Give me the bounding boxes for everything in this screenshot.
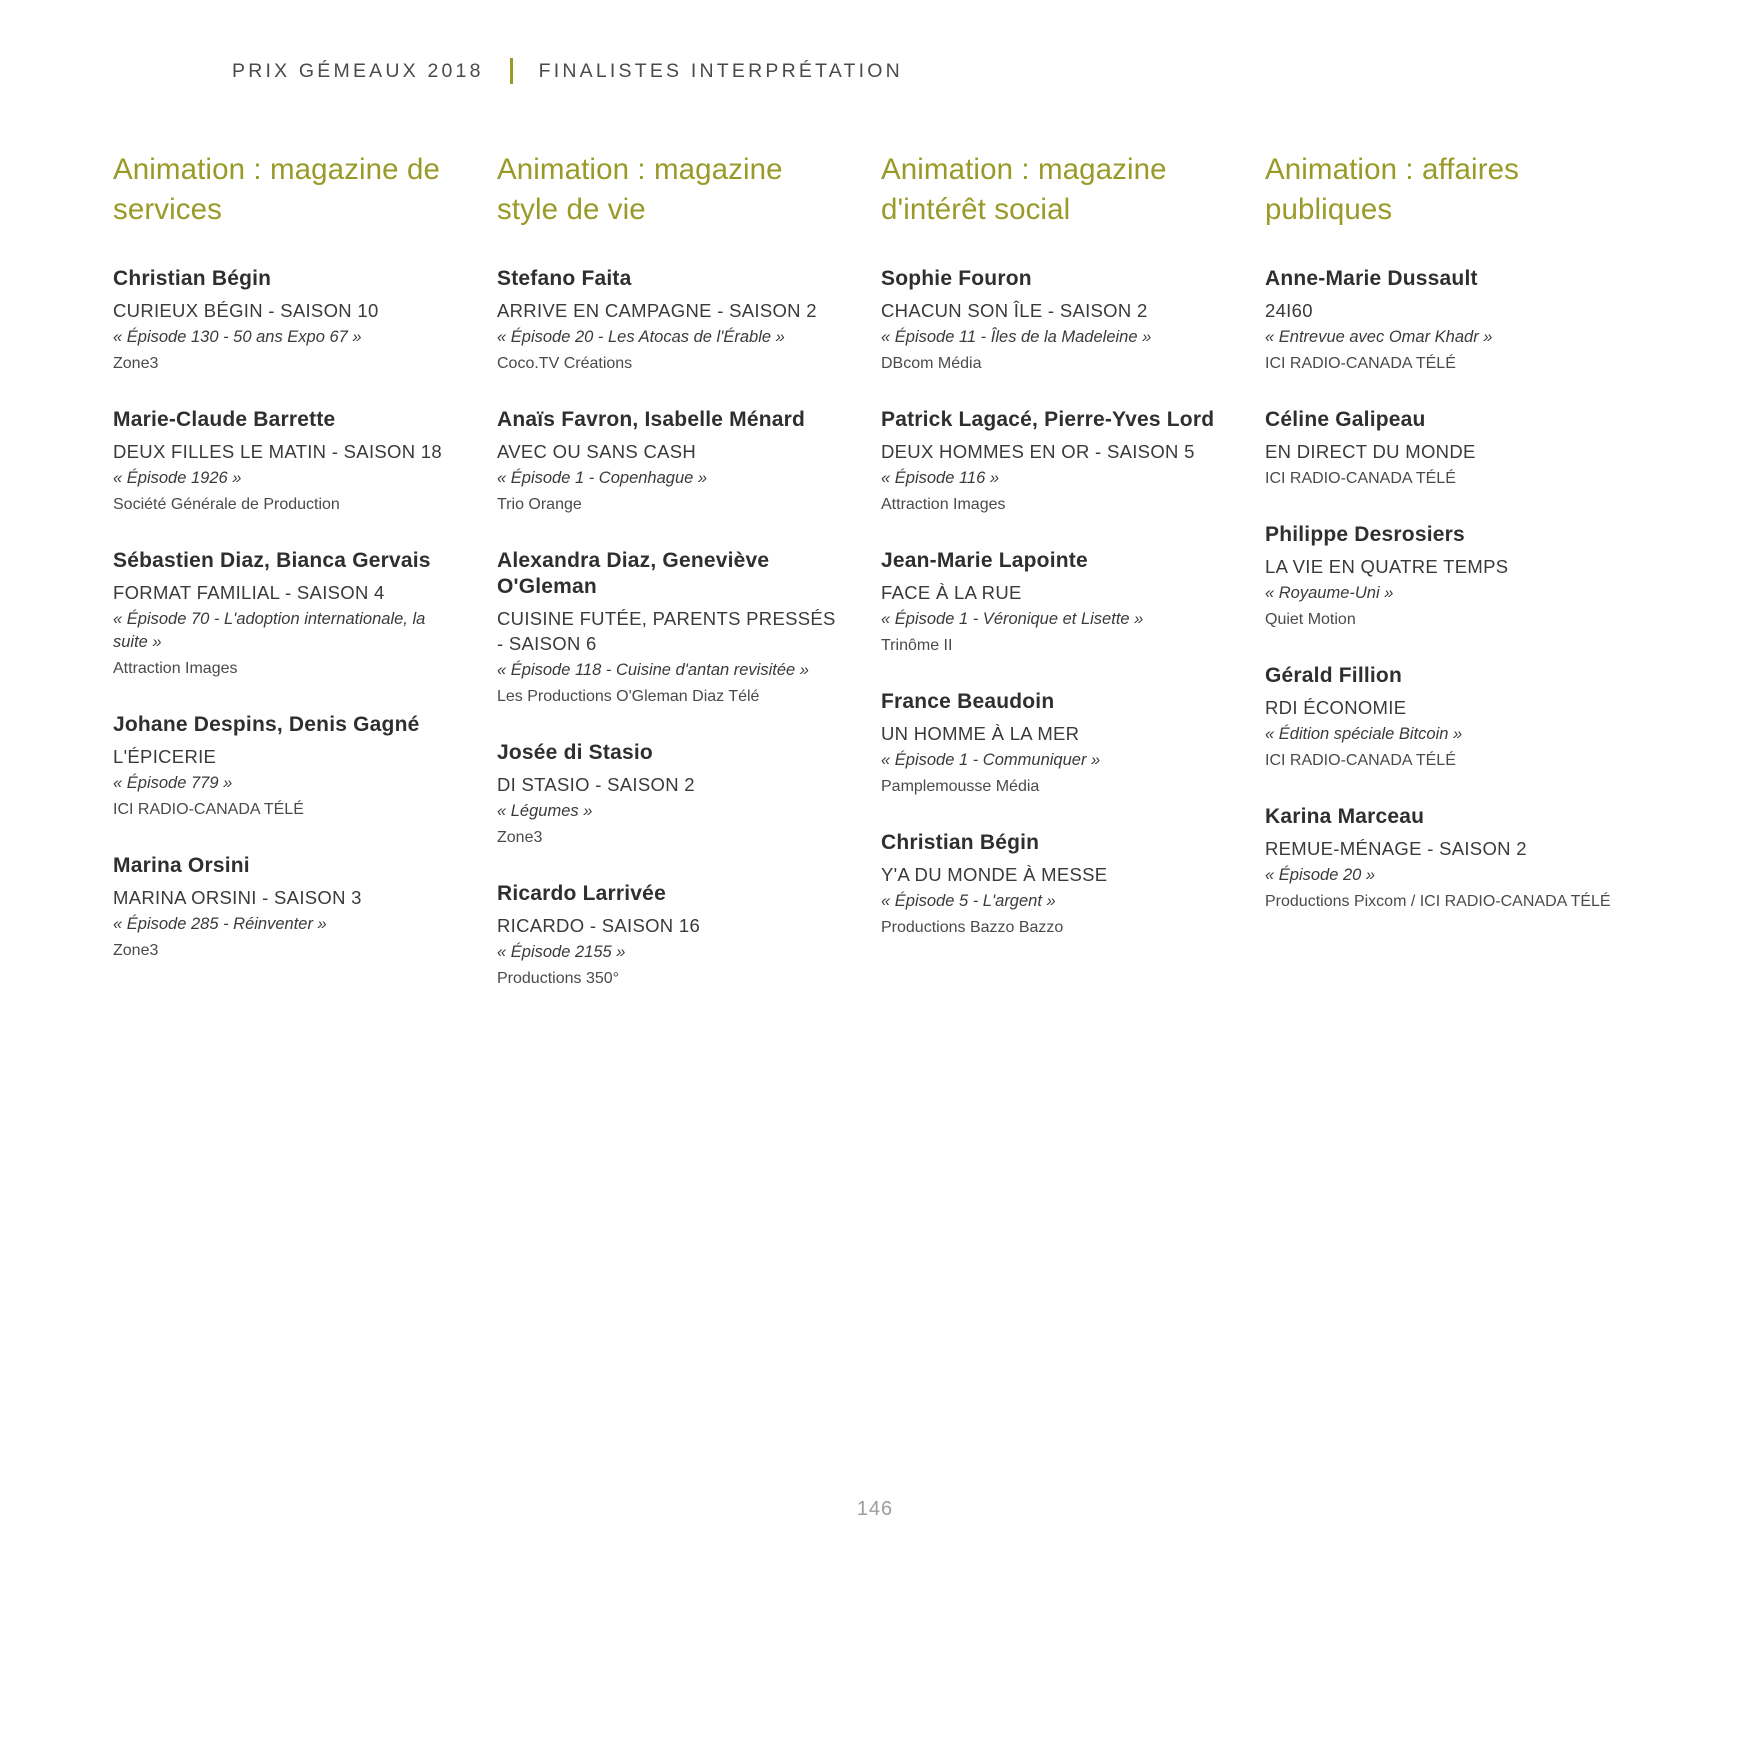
- finalist-entry: [497, 881, 847, 990]
- category-column: [113, 150, 503, 1022]
- show-title: UN HOMME À LA MER: [881, 723, 1080, 744]
- episode-title: « Épisode 2155 »: [497, 943, 626, 961]
- episode-title: « Entrevue avec Omar Khadr »: [1265, 328, 1493, 346]
- finalist-entry: [497, 266, 847, 375]
- header-left-text: PRIX GÉMEAUX 2018: [232, 59, 484, 82]
- header-right-text: FINALISTES INTERPRÉTATION: [538, 59, 903, 82]
- episode-title: « Épisode 118 - Cuisine d'antan revisitée »: [497, 661, 809, 679]
- finalist-entry: [1265, 804, 1615, 913]
- page-number: 146: [856, 1498, 894, 1520]
- episode-title: « Épisode 779 »: [113, 774, 233, 792]
- finalist-entry: [1265, 407, 1615, 490]
- finalist-name: Ricardo Larrivée: [497, 882, 666, 905]
- header-divider: [510, 58, 513, 84]
- finalist-entry: [881, 548, 1231, 657]
- finalist-entry: [497, 740, 847, 849]
- production-company: Pamplemousse Média: [881, 778, 1040, 795]
- finalist-name: France Beaudoin: [881, 690, 1055, 713]
- finalist-entry: [881, 830, 1231, 939]
- episode-title: « Épisode 130 - 50 ans Expo 67 »: [113, 328, 362, 346]
- show-title: CURIEUX BÉGIN - SAISON 10: [113, 300, 379, 321]
- production-company: Quiet Motion: [1265, 611, 1356, 628]
- finalist-entry: [1265, 663, 1615, 772]
- episode-title: « Épisode 285 - Réinventer »: [113, 915, 327, 933]
- category-column: [497, 150, 887, 1022]
- finalist-name: Philippe Desrosiers: [1265, 523, 1465, 546]
- show-title: AVEC OU SANS CASH: [497, 441, 697, 462]
- category-title: Animation : magazine d'intérêt social: [881, 153, 1167, 226]
- finalist-name: Sophie Fouron: [881, 267, 1032, 290]
- finalist-entry: [497, 548, 847, 708]
- episode-title: « Épisode 1926 »: [113, 469, 242, 487]
- finalist-entry: [881, 266, 1231, 375]
- production-company: Productions Pixcom / ICI RADIO-CANADA TÉLÉ: [1265, 893, 1611, 910]
- episode-title: « Épisode 11 - Îles de la Madeleine »: [881, 328, 1152, 346]
- category-title: Animation : magazine style de vie: [497, 153, 783, 226]
- finalist-entry: [113, 266, 463, 375]
- finalist-name: Patrick Lagacé, Pierre-Yves Lord: [881, 408, 1215, 431]
- finalist-name: Anne-Marie Dussault: [1265, 267, 1478, 290]
- show-title: FACE À LA RUE: [881, 582, 1022, 603]
- finalist-entry: [881, 407, 1231, 516]
- show-title: FORMAT FAMILIAL - SAISON 4: [113, 582, 385, 603]
- show-title: CUISINE FUTÉE, PARENTS PRESSÉS - SAISON 6: [497, 608, 836, 654]
- production-company: Productions Bazzo Bazzo: [881, 919, 1064, 936]
- episode-title: « Épisode 70 - L'adoption internationale, la suite »: [113, 610, 426, 651]
- finalist-name: Stefano Faita: [497, 267, 632, 290]
- episode-title: « Édition spéciale Bitcoin »: [1265, 725, 1463, 743]
- finalist-entry: [113, 712, 463, 821]
- page-header: [0, 58, 1750, 84]
- finalist-name: Christian Bégin: [113, 267, 272, 290]
- episode-title: « Épisode 116 »: [881, 469, 1000, 487]
- production-company: Zone3: [497, 829, 543, 846]
- finalist-entry: [113, 407, 463, 516]
- show-title: DI STASIO - SAISON 2: [497, 774, 695, 795]
- episode-title: « Épisode 5 - L'argent »: [881, 892, 1056, 910]
- finalist-name: Christian Bégin: [881, 831, 1040, 854]
- episode-title: « Épisode 1 - Communiquer »: [881, 751, 1101, 769]
- production-company: Société Générale de Production: [113, 496, 340, 513]
- episode-title: « Légumes »: [497, 802, 593, 820]
- finalist-entry: [1265, 266, 1615, 375]
- finalist-name: Anaïs Favron, Isabelle Ménard: [497, 408, 806, 431]
- show-title: DEUX HOMMES EN OR - SAISON 5: [881, 441, 1195, 462]
- production-company: Coco.TV Créations: [497, 355, 633, 372]
- episode-title: « Épisode 20 »: [1265, 866, 1376, 884]
- category-column: [881, 150, 1271, 1022]
- production-company: Productions 350°: [497, 970, 620, 987]
- finalist-entry: [113, 853, 463, 962]
- production-company: Les Productions O'Gleman Diaz Télé: [497, 688, 760, 705]
- finalist-name: Gérald Fillion: [1265, 664, 1402, 687]
- show-title: 24I60: [1265, 300, 1313, 321]
- finalist-name: Céline Galipeau: [1265, 408, 1426, 431]
- category-title: Animation : affaires publiques: [1265, 153, 1519, 226]
- episode-title: « Épisode 1 - Copenhague »: [497, 469, 708, 487]
- finalist-entry: [881, 689, 1231, 798]
- production-company: ICI RADIO-CANADA TÉLÉ: [1265, 470, 1456, 487]
- show-title: ARRIVE EN CAMPAGNE - SAISON 2: [497, 300, 817, 321]
- production-company: Attraction Images: [113, 660, 238, 677]
- production-company: Trinôme II: [881, 637, 953, 654]
- show-title: REMUE-MÉNAGE - SAISON 2: [1265, 838, 1527, 859]
- production-company: Trio Orange: [497, 496, 582, 513]
- episode-title: « Épisode 20 - Les Atocas de l'Érable »: [497, 328, 785, 346]
- finalist-name: Karina Marceau: [1265, 805, 1425, 828]
- finalist-entry: [113, 548, 463, 680]
- production-company: Zone3: [113, 355, 159, 372]
- finalist-name: Marie-Claude Barrette: [113, 408, 336, 431]
- finalist-name: Marina Orsini: [113, 854, 250, 877]
- finalist-name: Johane Despins, Denis Gagné: [113, 713, 420, 736]
- show-title: EN DIRECT DU MONDE: [1265, 441, 1476, 462]
- show-title: Y'A DU MONDE À MESSE: [881, 864, 1108, 885]
- production-company: ICI RADIO-CANADA TÉLÉ: [1265, 752, 1456, 769]
- production-company: ICI RADIO-CANADA TÉLÉ: [113, 801, 304, 818]
- show-title: CHACUN SON ÎLE - SAISON 2: [881, 300, 1148, 321]
- show-title: LA VIE EN QUATRE TEMPS: [1265, 556, 1509, 577]
- category-title: Animation : magazine de services: [113, 153, 440, 226]
- category-column: [1265, 150, 1655, 1022]
- finalist-entry: [497, 407, 847, 516]
- show-title: RICARDO - SAISON 16: [497, 915, 701, 936]
- episode-title: « Royaume-Uni »: [1265, 584, 1394, 602]
- finalist-name: Jean-Marie Lapointe: [881, 549, 1088, 572]
- show-title: L'ÉPICERIE: [113, 746, 217, 767]
- show-title: DEUX FILLES LE MATIN - SAISON 18: [113, 441, 442, 462]
- finalist-entry: [1265, 522, 1615, 631]
- show-title: MARINA ORSINI - SAISON 3: [113, 887, 362, 908]
- finalist-name: Sébastien Diaz, Bianca Gervais: [113, 549, 431, 572]
- show-title: RDI ÉCONOMIE: [1265, 697, 1407, 718]
- finalist-name: Josée di Stasio: [497, 741, 653, 764]
- production-company: Zone3: [113, 942, 159, 959]
- finalist-name: Alexandra Diaz, Geneviève O'Gleman: [497, 549, 770, 598]
- category-columns: [0, 150, 1750, 1022]
- episode-title: « Épisode 1 - Véronique et Lisette »: [881, 610, 1144, 628]
- production-company: ICI RADIO-CANADA TÉLÉ: [1265, 355, 1456, 372]
- production-company: DBcom Média: [881, 355, 982, 372]
- production-company: Attraction Images: [881, 496, 1006, 513]
